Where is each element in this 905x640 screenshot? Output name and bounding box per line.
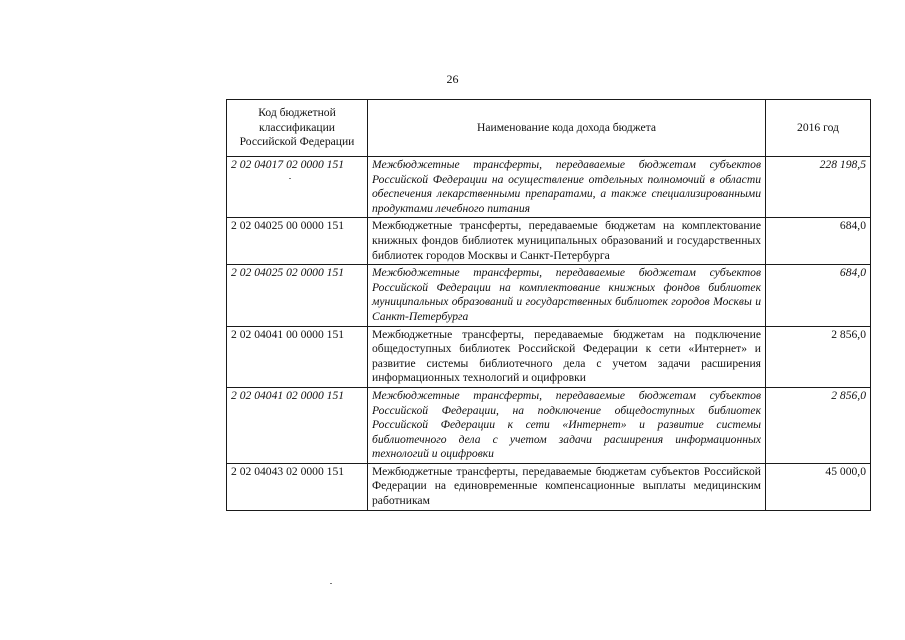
scan-speck xyxy=(330,583,332,584)
table-row xyxy=(227,387,871,463)
header-name: Наименование кода дохода бюджета xyxy=(368,100,766,157)
table-row xyxy=(227,463,871,510)
cell-amount: 684,0 xyxy=(766,265,871,326)
cell-amount: 2 856,0 xyxy=(766,326,871,387)
cell-code: 2 02 04041 02 0000 151 xyxy=(227,387,368,463)
cell-name: Межбюджетные трансферты, передаваемые бюджетам субъектов Российской Федерации на осуществление отдельных полномочий в области обеспечения лекарственными препаратами, а также специализированными продуктами лечебного питания xyxy=(368,157,766,218)
table-header-row xyxy=(227,100,871,157)
cell-name: Межбюджетные трансферты, передаваемые бюджетам субъектов Российской Федерации на комплектование книжных фондов библиотек муниципальных образований и государственных библиотек городов Москвы и Санкт-Петербурга xyxy=(368,265,766,326)
cell-amount: 684,0 xyxy=(766,218,871,265)
cell-code: 2 02 04017 02 0000 151 xyxy=(227,157,368,218)
cell-name: Межбюджетные трансферты, передаваемые бюджетам субъектов Российской Федерации, на подключение общедоступных библиотек Российской Федерации к сети «Интернет» и развитие системы библиотечного дела с учетом задачи расширения информационных технологий и оцифровки xyxy=(368,387,766,463)
table-body xyxy=(227,157,871,511)
cell-code: 2 02 04043 02 0000 151 xyxy=(227,463,368,510)
cell-code: 2 02 04025 00 0000 151 xyxy=(227,218,368,265)
cell-name: Межбюджетные трансферты, передаваемые бюджетам субъектов Российской Федерации на единовременные компенсационные выплаты медицинским работникам xyxy=(368,463,766,510)
cell-amount: 45 000,0 xyxy=(766,463,871,510)
budget-revenue-table xyxy=(226,99,871,511)
scan-speck xyxy=(289,178,291,179)
table-row xyxy=(227,326,871,387)
cell-code: 2 02 04041 00 0000 151 xyxy=(227,326,368,387)
cell-amount: 2 856,0 xyxy=(766,387,871,463)
cell-code: 2 02 04025 02 0000 151 xyxy=(227,265,368,326)
cell-name: Межбюджетные трансферты, передаваемые бюджетам на комплектование книжных фондов библиотек муниципальных образований и государственных библиотек городов Москвы и Санкт-Петербурга xyxy=(368,218,766,265)
header-year: 2016 год xyxy=(766,100,871,157)
table-row xyxy=(227,218,871,265)
cell-amount: 228 198,5 xyxy=(766,157,871,218)
table-row xyxy=(227,265,871,326)
cell-name: Межбюджетные трансферты, передаваемые бюджетам на подключение общедоступных библиотек Российской Федерации к сети «Интернет» и развитие системы библиотечного дела с учетом задачи расширения информационных технологий и оцифровки xyxy=(368,326,766,387)
page-number: 26 xyxy=(446,72,459,86)
header-code: Код бюджетной классификации Российской Федерации xyxy=(227,100,368,157)
table-row xyxy=(227,157,871,218)
